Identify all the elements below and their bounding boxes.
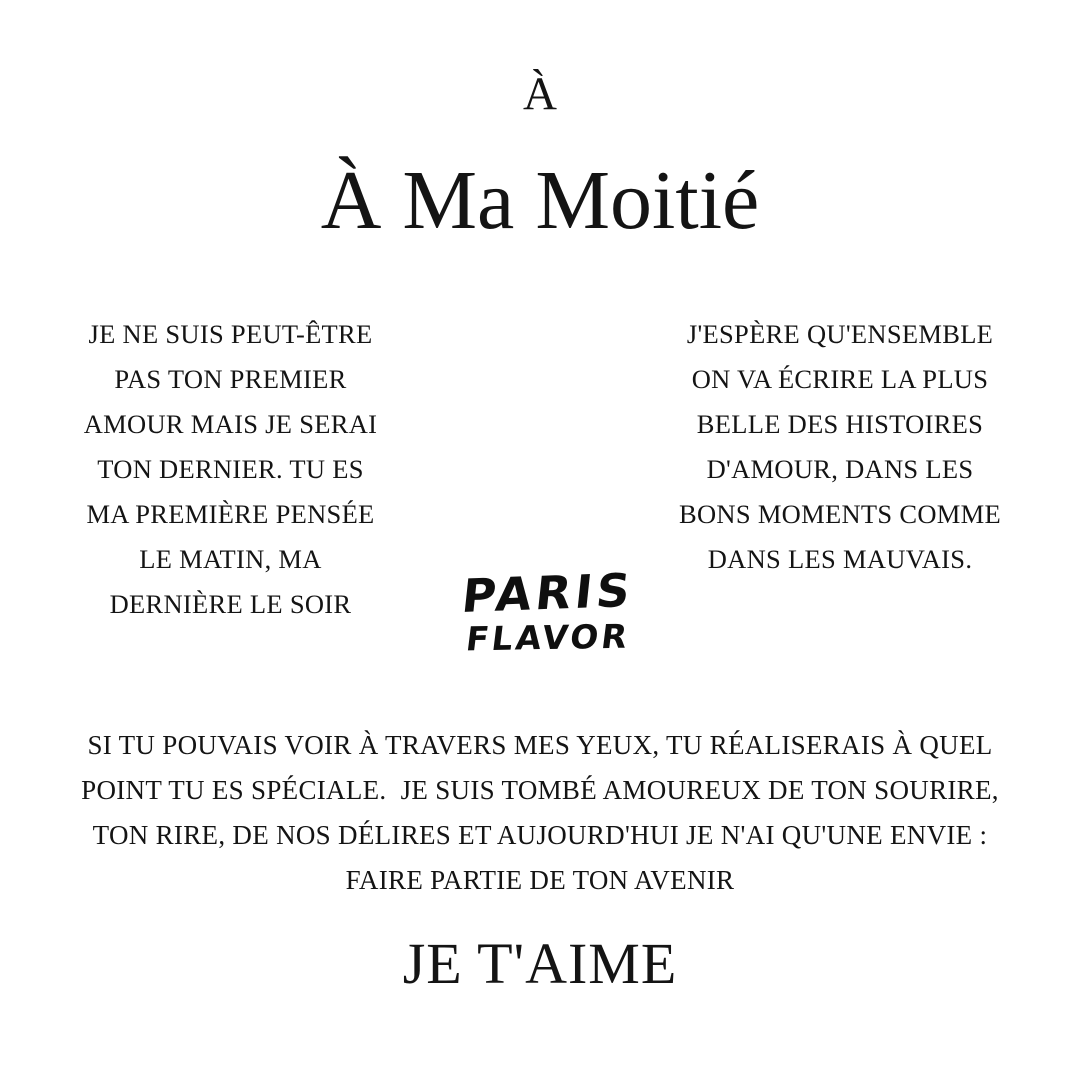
right-column-line: J'ESPÈRE QU'ENSEMBLE (686, 319, 994, 349)
left-column-line: LE MATIN, MA (139, 544, 322, 574)
closing-paragraph (0, 723, 1080, 903)
right-column-line: BONS MOMENTS COMME (679, 499, 1001, 529)
left-column-line: PAS TON PREMIER (114, 364, 347, 394)
left-column (48, 312, 413, 627)
right-column-line: DANS LES MAUVAIS. (707, 544, 973, 574)
left-column-line: MA PREMIÈRE PENSÉE (86, 499, 375, 529)
right-column-line: ON VA ÉCRIRE LA PLUS (691, 364, 989, 394)
left-column-line: JE NE SUIS PEUT-ÊTRE (88, 319, 373, 349)
paris-flavor-logo (448, 563, 648, 659)
paragraph-line: FAIRE PARTIE DE TON AVENIR (345, 865, 735, 895)
logo-wordmark-flavor: FLAVOR (463, 616, 633, 659)
left-column-line: TON DERNIER. TU ES (97, 454, 364, 484)
right-column (652, 312, 1028, 582)
logo-wordmark-paris: PARIS (459, 563, 637, 623)
dedication-letter: À (523, 68, 557, 120)
signature-text: JE T'AIME (402, 931, 678, 996)
paragraph-line: POINT TU ES SPÉCIALE. JE SUIS TOMBÉ AMOUREUX DE TON SOURIRE, (81, 775, 999, 805)
paragraph-line: SI TU POUVAIS VOIR À TRAVERS MES YEUX, TU RÉALISERAIS À QUEL (87, 730, 993, 760)
right-column-line: BELLE DES HISTOIRES (696, 409, 984, 439)
right-column-line: D'AMOUR, DANS LES (706, 454, 974, 484)
left-column-line: AMOUR MAIS JE SERAI (83, 409, 378, 439)
card-title: À Ma Moitié (320, 154, 760, 247)
left-column-line: DERNIÈRE LE SOIR (109, 589, 352, 619)
paragraph-line: TON RIRE, DE NOS DÉLIRES ET AUJOURD'HUI JE N'AI QU'UNE ENVIE : (92, 820, 988, 850)
